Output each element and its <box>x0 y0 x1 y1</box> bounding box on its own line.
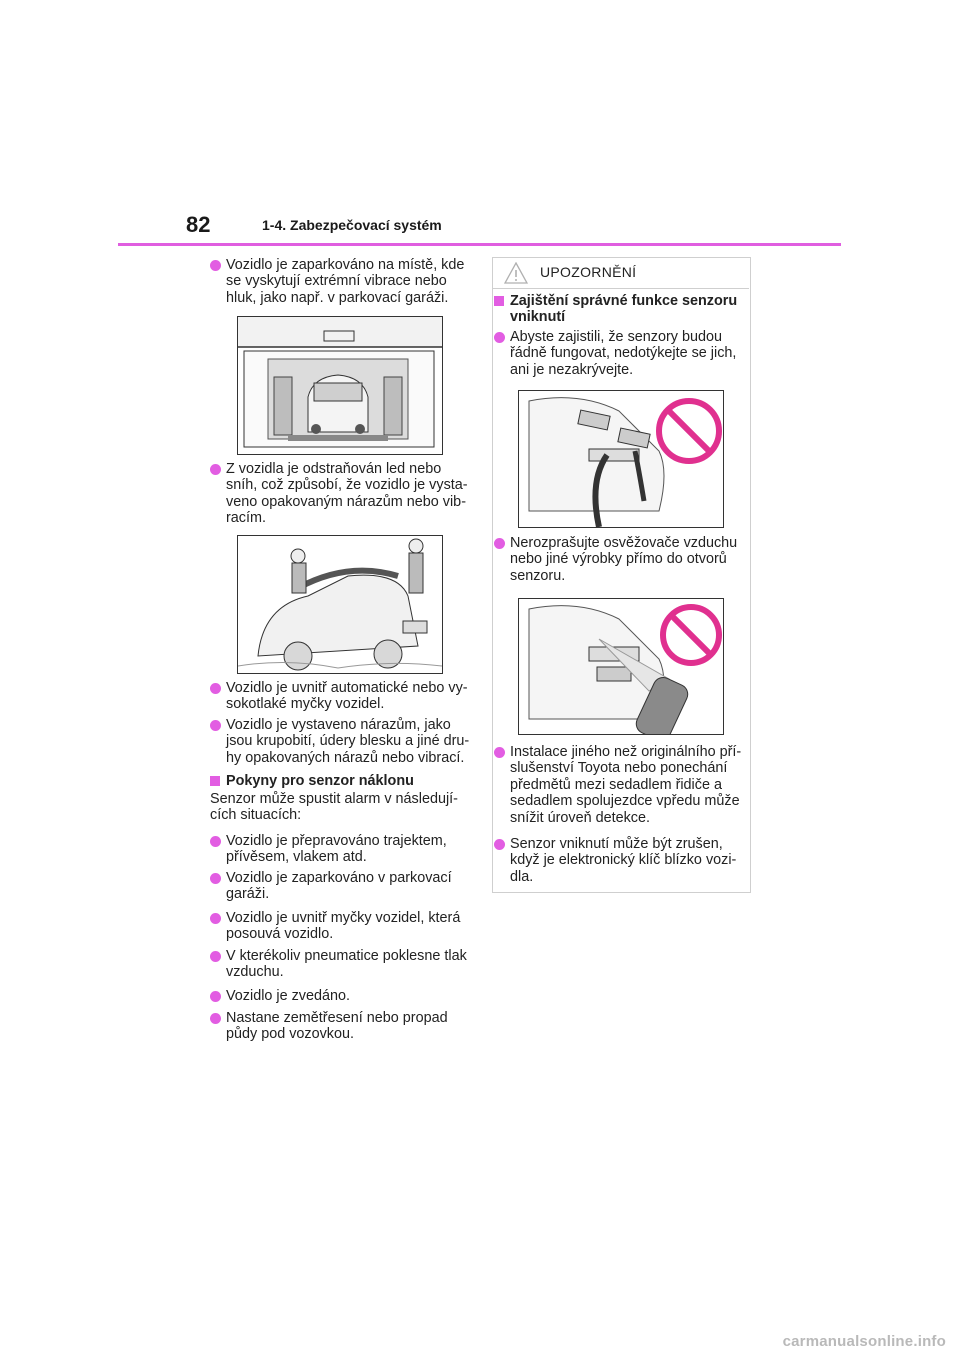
square-bullet-icon <box>494 296 504 306</box>
list-item: Nerozprašujte osvěžovače vzduchu nebo jiné výrobky přímo do otvorů senzoru. <box>494 535 755 584</box>
garage-illustration <box>237 316 443 455</box>
list-item: Z vozidla je odstraňován led nebo sníh, což způsobí, že vozidlo je vysta-veno opakovaným nárazům nebo vib-racím. <box>210 461 476 527</box>
list-item: Senzor vniknutí může být zrušen, když je elektronický klíč blízko vozi-dla. <box>494 836 755 885</box>
warning-heading: Zajištění správné funkce senzoru vniknutí <box>494 293 755 326</box>
snow-removal-illustration <box>237 535 443 674</box>
sensor-touch-illustration <box>518 390 724 528</box>
tilt-intro: Senzor může spustit alarm v následují-cích situacích: <box>210 791 458 824</box>
sensor-spray-illustration <box>518 598 724 735</box>
list-item: V kterékoliv pneumatice poklesne tlak vzduchu. <box>210 948 476 981</box>
square-bullet-icon <box>210 776 220 786</box>
list-item: Vozidlo je přepravováno trajektem, přívěsem, vlakem atd. <box>210 833 476 866</box>
header-rule <box>118 243 841 246</box>
warning-triangle-icon <box>504 262 528 284</box>
bullet-icon <box>210 464 221 475</box>
list-item: Vozidlo je vystaveno nárazům, jako jsou krupobití, údery blesku a jiné dru-hy opakovaných nárazů nebo vibrací. <box>210 717 476 766</box>
warning-title: UPOZORNĚNÍ <box>540 264 637 280</box>
list-item: Abyste zajistili, že senzory budou řádně fungovat, nedotýkejte se jich, ani je nezakrývejte. <box>494 329 755 378</box>
list-item: Vozidlo je uvnitř automatické nebo vy-sokotlaké myčky vozidel. <box>210 680 476 713</box>
list-item: Nastane zemětřesení nebo propad půdy pod vozovkou. <box>210 1010 476 1043</box>
bullet-icon <box>210 873 221 884</box>
bullet-icon <box>210 913 221 924</box>
section-title: 1-4. Zabezpečovací systém <box>262 217 442 233</box>
bullet-icon <box>494 839 505 850</box>
watermark: carmanualsonline.info <box>782 1333 946 1350</box>
bullet-icon <box>210 1013 221 1024</box>
page-number: 82 <box>186 212 211 237</box>
bullet-icon <box>494 538 505 549</box>
list-item: Vozidlo je zaparkováno na místě, kde se vyskytují extrémní vibrace nebo hluk, jako např. v parkovací garáži. <box>210 257 476 306</box>
list-item: Instalace jiného než originálního pří-slušenství Toyota nebo ponechání předmětů mezi sedadlem řidiče a sedadlem spolujezdce vpředu může snížit úroveň detekce. <box>494 744 755 826</box>
bullet-icon <box>210 720 221 731</box>
bullet-icon <box>494 747 505 758</box>
bullet-icon <box>210 991 221 1002</box>
bullet-icon <box>210 951 221 962</box>
list-item: Vozidlo je zaparkováno v parkovací garáži. <box>210 870 476 903</box>
list-item: Vozidlo je zvedáno. <box>210 988 476 1004</box>
bullet-icon <box>210 836 221 847</box>
tilt-sensor-heading: Pokyny pro senzor náklonu <box>210 773 476 789</box>
bullet-icon <box>210 683 221 694</box>
list-item: Vozidlo je uvnitř myčky vozidel, která posouvá vozidlo. <box>210 910 476 943</box>
bullet-icon <box>494 332 505 343</box>
bullet-icon <box>210 260 221 271</box>
